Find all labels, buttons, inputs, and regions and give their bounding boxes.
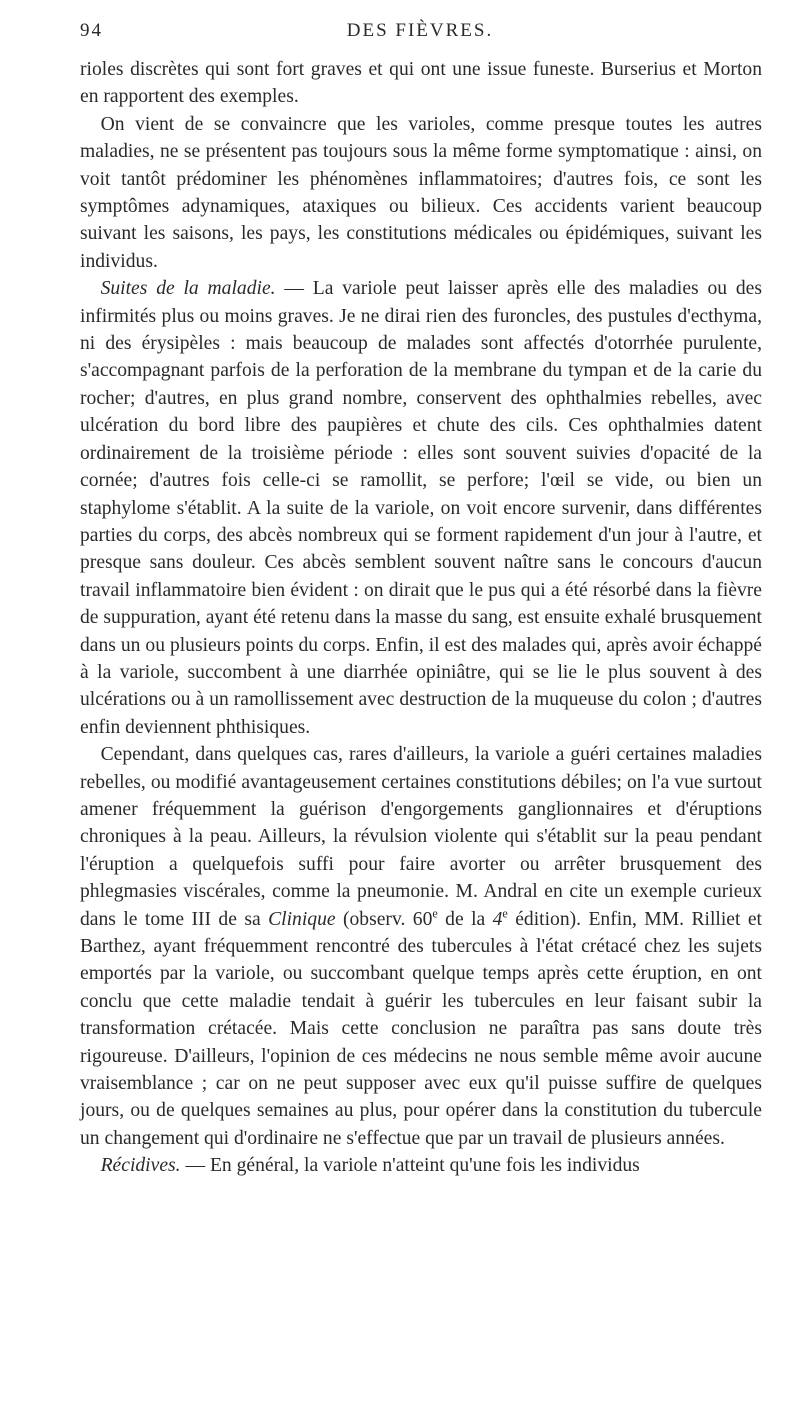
section-heading-suites: Suites de la maladie. bbox=[100, 278, 276, 300]
page-number: 94 bbox=[80, 20, 103, 41]
body-text bbox=[80, 56, 762, 1180]
superscript-e-2: e bbox=[502, 906, 508, 921]
paragraph-cependant-text-c: de la bbox=[437, 908, 493, 930]
paragraph-cependant bbox=[80, 741, 762, 1152]
section-heading-recidives: Récidives. bbox=[100, 1155, 181, 1177]
paragraph-symptom-forms: On vient de se convaincre que les varioles, comme presque toutes les autres maladies, ne se présentent pas toujours sous la même forme symptomatique : ainsi, on voit tantôt prédominer les phénomènes inflammatoires; d'autres fois, ce sont les symptômes adynamiques, ataxiques ou bilieux. Ces accidents varient beaucoup suivant les saisons, les pays, les constitutions médicales ou épidémiques, suivant les individus. bbox=[80, 113, 762, 272]
edition-number: 4 bbox=[492, 908, 503, 930]
paragraph-recidives-text: — En général, la variole n'atteint qu'une fois les individus bbox=[180, 1155, 640, 1177]
paragraph-cependant-text-a: Cependant, dans quelques cas, rares d'ailleurs, la variole a guéri certaines maladies rebelles, ou modifié avantageusement certaines constitutions débiles; on l'a vue surtout amener fréquemment la guérison d'engorgements ganglionnaires et d'éruptions chroniques à la peau. Ailleurs, la révulsion violente qui s'établit sur la peau pendant l'éruption a quelquefois suffi pour faire avorter ou arrêter brusquement des phlegmasies viscérales, comme la pneumonie. M. Andral en cite un exemple curieux dans le tome III de sa bbox=[80, 744, 762, 930]
paragraph-cependant-text-d: édition). Enfin, MM. Rilliet et Barthez, ayant fréquemment rencontré des tubercules à l'état crétacé chez les sujets emportés par la variole, ou succombant quelque temps après cette éruption, en ont conclu que cette maladie tendait à guérir les tubercules en leur faisant subir la transformation crétacée. Mais cette conclusion ne paraîtra pas sans doute très rigoureuse. D'ailleurs, l'opinion de ces médecins ne nous semble même avoir aucune vraisemblance ; car on ne peut supposer avec eux qu'il puisse suffire de quelques jours, ou de quelques semaines au plus, pour opérer dans la constitution du tubercule un changement qui d'ordinaire ne s'effectue que par un travail de plusieurs années. bbox=[80, 908, 762, 1149]
paragraph-suites bbox=[80, 275, 762, 741]
paragraph-continuation: rioles discrètes qui sont fort graves et qui ont une issue funeste. Burserius et Morton en rapportent des exemples. bbox=[80, 59, 762, 108]
superscript-e: e bbox=[432, 906, 438, 921]
paragraph-cependant-text-b: (observ. 60 bbox=[335, 908, 433, 930]
paragraph-suites-text: — La variole peut laisser après elle des maladies ou des infirmités plus ou moins graves. Je ne dirai rien des furoncles, des pustules d'ecthyma, ni des érysipèles : mais beaucoup de malades sont affectés d'otorrhée purulente, s'accompagnant parfois de la perforation de la membrane du tympan et de la carie du rocher; d'autres, en plus grand nombre, conservent des ophthalmies rebelles, avec ulcération du bord libre des paupières et chute des cils. Ces ophthalmies datent ordinairement de la troisième période : elles sont souvent suivies d'opacité de la cornée; d'autres fois celle-ci se ramollit, se perfore; l'œil se vide, ou bien un staphylome s'établit. A la suite de la variole, on voit encore survenir, dans différentes parties du corps, des abcès nombreux qui se forment rapidement d'un jour à l'autre, et presque sans douleur. Ces abcès semblent souvent naître sans le concours d'aucun travail inflammatoire bien évident : on dirait que le pus qui a été résorbé dans la fièvre de suppuration, ayant été retenu dans la masse du sang, est ensuite exhalé brusquement dans un ou plusieurs points du corps. Enfin, il est des malades qui, après avoir échappé à la variole, succombent à une diarrhée opiniâtre, qui se lie le plus souvent à des ulcérations ou à un ramollissement avec destruction de la muqueuse du colon ; d'autres enfin deviennent phthisiques. bbox=[80, 278, 762, 738]
running-title: DES FIÈVRES. bbox=[346, 20, 494, 41]
page-header bbox=[80, 20, 760, 48]
clinique-title: Clinique bbox=[268, 908, 336, 930]
paragraph-recidives bbox=[80, 1152, 762, 1179]
